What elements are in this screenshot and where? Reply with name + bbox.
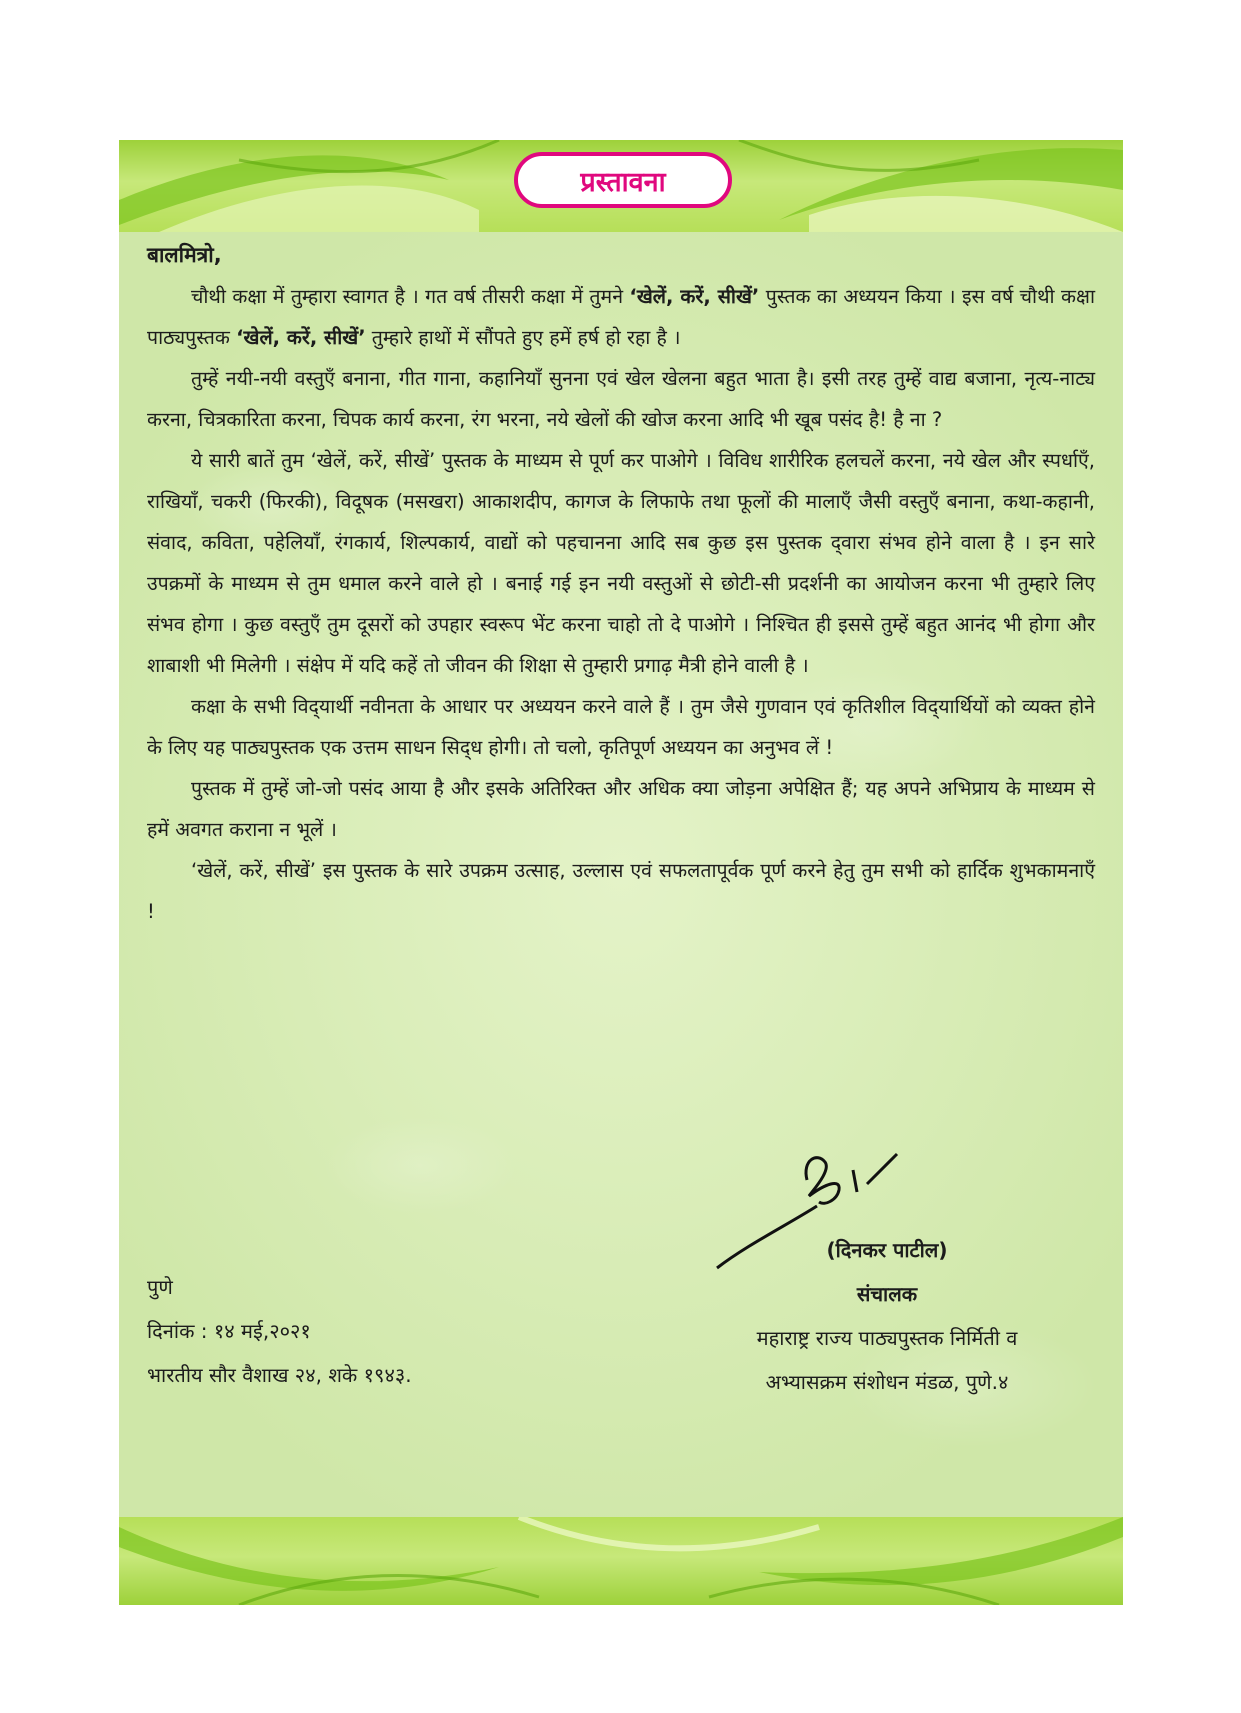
signature-block (147, 1140, 1095, 1460)
saka-date: भारतीय सौर वैशाख २४, शके १९४३. (147, 1363, 412, 1387)
paragraph-3: ये सारी बातें तुम ‘खेलें, करें, सीखें’ पुस्तक के माध्यम से पूर्ण कर पाओगे । विविध शारीरिक हलचलें करना, नये खेल और स्पर्धाएँ, राखियाँ, चकरी (फिरकी), विदूषक (मसखरा) आकाशदीप, कागज के लिफाफे तथा फूलों की मालाएँ जैसी वस्तुएँ बनाना, कथा-कहानी, संवाद, कविता, पहेलियाँ, रंगकार्य, शिल्पकार्य, वाद्यों को पहचानना आदि सब कुछ इस पुस्तक द्‌वारा संभव होने वाला है । इन सारे उपक्रमों के माध्यम से तुम धमाल करने वाले हो । बनाई गई इन नयी वस्तुओं से छोटी-सी प्रदर्शनी का आयोजन करना भी तुम्हारे लिए संभव होगा । कुछ वस्तुएँ तुम दूसरों को उपहार स्वरूप भेंट करना चाहो तो दे पाओगे । निश्चित ही इससे तुम्हें बहुत आनंद भी होगा और शाबाशी भी मिलेगी । संक्षेप में यदि कहें तो जीवन की शिक्षा से तुम्हारी प्रगाढ़ मैत्री होने वाली है । (147, 449, 1095, 677)
paragraph-5: पुस्तक में तुम्हें जो-जो पसंद आया है और इसके अतिरिक्त और अधिक क्या जोड़ना अपेक्षित हैं; यह अपने अभिप्राय के माध्यम से हमें अवगत कराना न भूलें । (147, 777, 1095, 841)
paragraph-4: कक्षा के सभी विद्‌यार्थी नवीनता के आधार पर अध्ययन करने वाले हैं । तुम जैसे गुणवान एवं कृतिशील विद्‌यार्थियों को व्यक्त होने के लिए यह पाठ्यपुस्तक एक उत्तम साधन सिद्‌ध होगी। तो चलो, कृतिपूर्ण अध्ययन का अनुभव लें ! (147, 695, 1095, 759)
organization-line-1: महाराष्ट्र राज्य पाठ्यपुस्तक निर्मिती व (756, 1326, 1018, 1350)
leaf-swirl-decoration-bottom (119, 1517, 1123, 1605)
organization-line-2: अभ्यासक्रम संशोधन मंडळ, पुणे.४ (765, 1370, 1009, 1394)
page-title: प्रस्तावना (514, 152, 732, 208)
place-and-date (147, 1265, 412, 1397)
signatory-name: (दिनकर पाटील) (826, 1238, 948, 1262)
paragraph-2: तुम्हें नयी-नयी वस्तुएँ बनाना, गीत गाना, कहानियाँ सुनना एवं खेल खेलना बहुत भाता है। इसी तरह तुम्हें वाद्य बजाना, नृत्य-नाट्य करना, चित्रकारिता करना, चिपक कार्य करना, रंग भरना, नये खेलों की खोज करना आदि भी खूब पसंद है! है ना ? (147, 367, 1095, 431)
top-decorative-band (119, 140, 1123, 232)
date: दिनांक : १४ मई,२०२१ (147, 1319, 311, 1343)
letter-body (147, 235, 1095, 932)
paragraph-6: ‘खेलें, करें, सीखें’ इस पुस्तक के सारे उपक्रम उत्साह, उल्लास एवं सफलतापूर्वक पूर्ण करने हेतु तुम सभी को हार्दिक शुभकामनाएँ ! (147, 859, 1095, 923)
salutation: बालमित्रो, (147, 243, 222, 267)
preface-page (119, 140, 1123, 1605)
signatory-details (707, 1228, 1067, 1404)
bottom-decorative-band (119, 1517, 1123, 1605)
place: पुणे (147, 1275, 173, 1299)
signatory-designation: संचालक (856, 1282, 918, 1306)
paragraph-1: चौथी कक्षा में तुम्हारा स्वागत है । गत वर्ष तीसरी कक्षा में तुमने ‘खेलें, करें, सीखें’ पुस्तक का अध्ययन किया । इस वर्ष चौथी कक्षा पाठ्यपुस्तक ‘खेलें, करें, सीखें’ तुम्हारे हाथों में सौंपते हुए हमें हर्ष हो रहा है । (147, 285, 1095, 349)
